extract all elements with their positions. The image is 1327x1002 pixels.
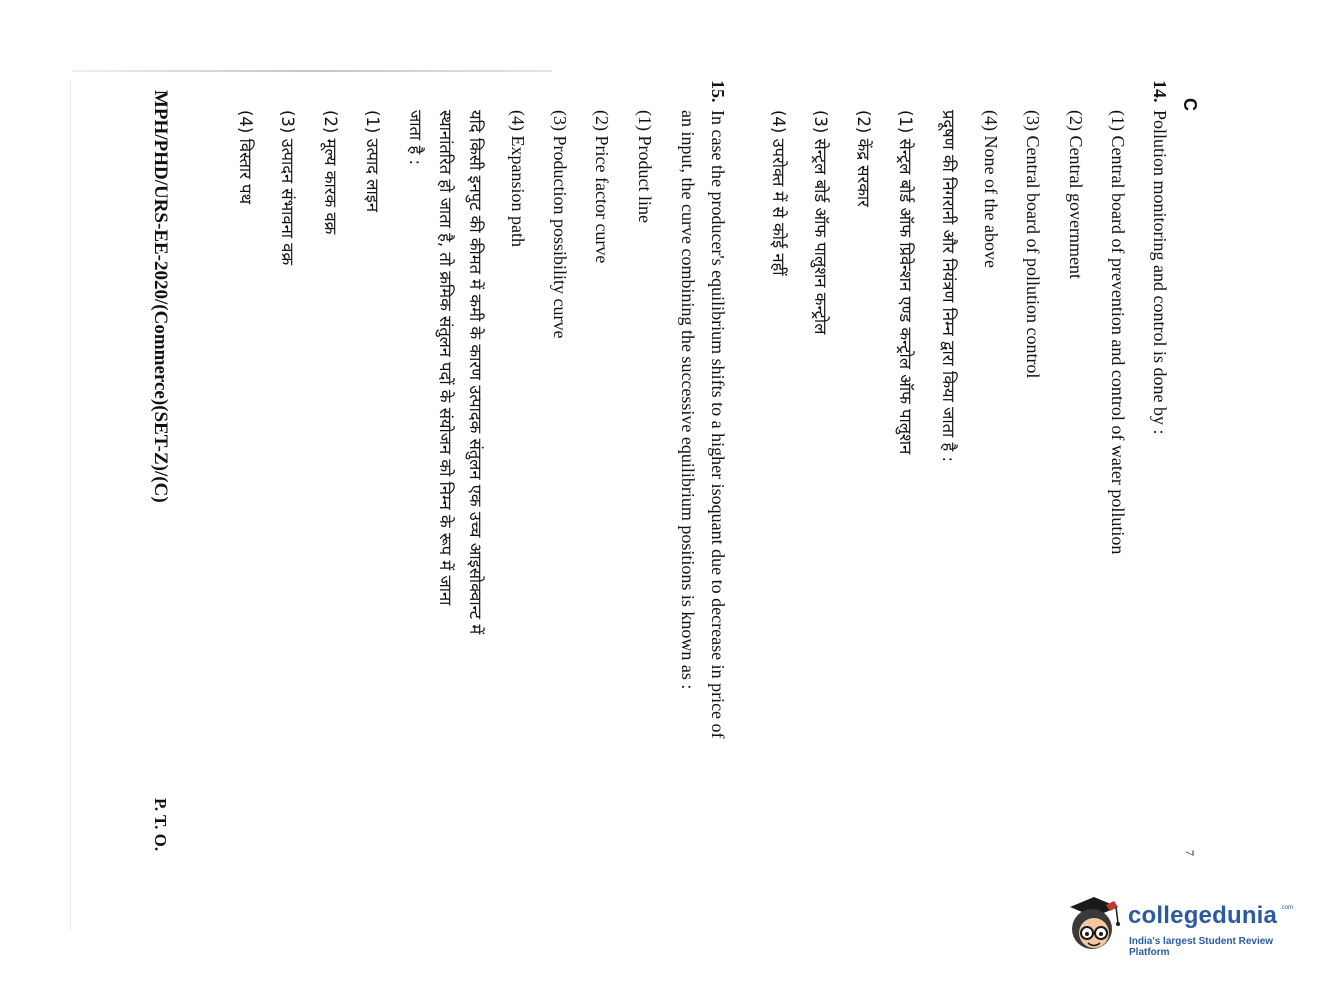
q14-option-1-hi: (1) सेन्ट्रल बोर्ड ऑफ प्रिवेन्शन एण्ड कन्ट्रोल ऑफ पालुशन (896, 110, 915, 455)
q15-option-2-en: (2) Price factor curve (592, 110, 612, 264)
question-14-text-hi: प्रदूषण की निगरानी और नियंत्रण निम्न द्वारा किया जाता है : (939, 110, 958, 463)
q15-option-4-hi: (4) विस्तार पथ (236, 110, 255, 205)
q15-option-4-en: (4) Expansion path (508, 110, 528, 247)
logo-domain: .com (1280, 905, 1294, 911)
pto-label: P. T. O. (151, 798, 170, 852)
question-15-text-en-line2: an input, the curve combining the successive equilibrium positions is known as : (678, 110, 698, 690)
graduate-mascot-icon (1062, 893, 1126, 953)
q15-option-1-en: (1) Product line (635, 110, 655, 223)
page-mark: 7 (1183, 850, 1197, 856)
paper-code: MPH/PHD/URS-EE-2020/(Commerce)(SET-Z)/(C) (150, 90, 171, 503)
logo-tagline: India's largest Student Review Platform (1129, 936, 1274, 958)
scan-edge-line-vertical (70, 80, 71, 930)
q14-option-4-hi: (4) उपरोक्त में से कोई नहीं (769, 110, 788, 276)
q15-option-3-en: (3) Production possibility curve (550, 110, 570, 339)
question-14-text-en: Pollution monitoring and control is done by : (1150, 110, 1170, 435)
q14-option-1-en: (1) Central board of prevention and control of water pollution (1108, 110, 1128, 555)
question-15-number: 15. (708, 80, 728, 103)
question-15-text-hi-line2: स्थानांतरित हो जाता है, तो क्रमिक संतुलन पदों के संयोजन को निम्न के रूप में जाना (436, 110, 455, 606)
q14-option-3-hi: (3) सेन्ट्रल बोर्ड ऑफ पालुशन कन्ट्रोल (811, 110, 830, 335)
question-15-text-hi-line1: यदि किसी इनपुट की कीमत में कमी के कारण उत्पादक संतुलन एक उच्च आइसोक्वान्ट में (466, 110, 485, 635)
q14-option-2-en: (2) Central government (1066, 110, 1086, 279)
q15-option-1-hi: (1) उत्पाद लाइन (363, 110, 382, 212)
scan-edge-line (72, 70, 552, 72)
logo-wordmark: collegedunia (1128, 902, 1278, 929)
q15-option-2-hi: (2) मूल्य कारक वक्र (321, 110, 340, 235)
question-15-text-en-line1: In case the producer's equilibrium shifts to a higher isoquant due to decrease in price of (708, 110, 728, 739)
set-letter: C (1180, 98, 1200, 111)
exam-page (100, 80, 1200, 910)
q14-option-2-hi: (2) केंद्र सरकार (854, 110, 873, 207)
q14-option-3-en: (3) Central board of pollution control (1023, 110, 1043, 379)
q14-option-4-en: (4) None of the above (981, 110, 1001, 268)
q15-option-3-hi: (3) उत्पादन संभावना वक्र (278, 110, 297, 266)
question-14-number: 14. (1150, 80, 1170, 103)
collegedunia-logo (1062, 893, 1302, 958)
question-15-text-hi-line3: जाता है : (406, 110, 425, 166)
